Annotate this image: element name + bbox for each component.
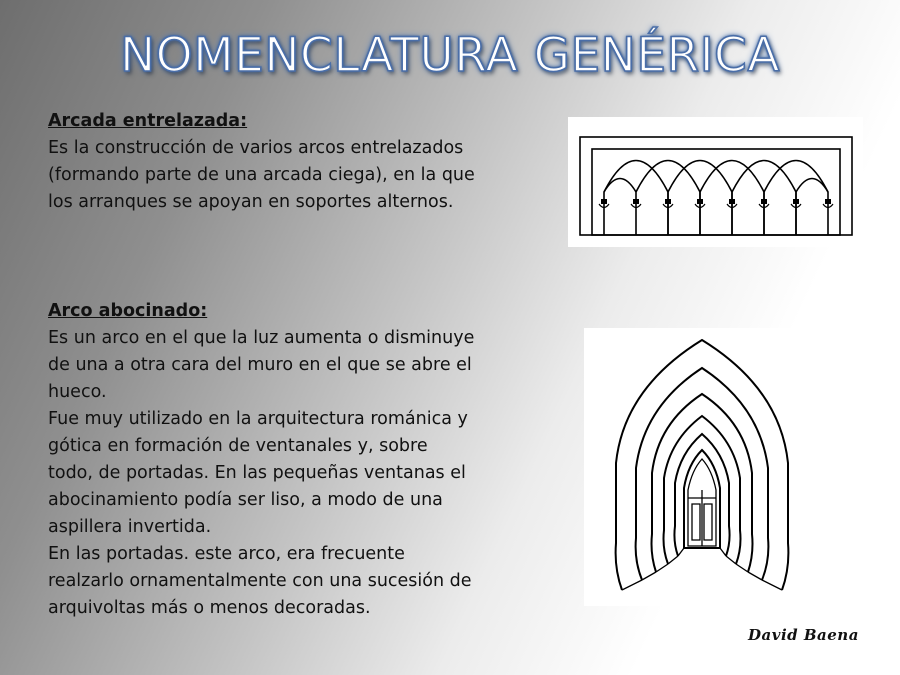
section-heading: Arcada entrelazada: xyxy=(48,111,248,131)
section-paragraph: Es la construcción de varios arcos entrelazados (formando parte de una arcada ciega), en la que los arranques se apoyan en soportes alternos. xyxy=(48,138,475,212)
section-heading: Arco abocinado: xyxy=(48,301,208,321)
splayed-arch-drawing xyxy=(584,328,818,606)
section-paragraph: En las portadas. este arco, era frecuente realzarlo ornamentalmente con una sucesión de arquivoltas más o menos decoradas. xyxy=(48,544,472,618)
section-arcada-entrelazada xyxy=(48,108,478,216)
section-paragraph: Es un arco en el que la luz aumenta o disminuye de una a otra cara del muro en el que se abre el hueco. xyxy=(48,328,475,402)
interlaced-arcade-drawing xyxy=(568,117,863,247)
section-arco-abocinado xyxy=(48,298,478,622)
arcada-entrelazada-illustration xyxy=(568,117,863,247)
slide-title: NOMENCLATURA GENÉRICA xyxy=(119,28,781,83)
arco-abocinado-illustration xyxy=(584,328,818,606)
section-paragraph: Fue muy utilizado en la arquitectura románica y gótica en formación de ventanales y, sobre todo, de portadas. En las pequeñas ventanas el abocinamiento podía ser liso, a modo de una aspillera invertida. xyxy=(48,409,468,537)
author-signature: David Baena xyxy=(748,626,859,644)
